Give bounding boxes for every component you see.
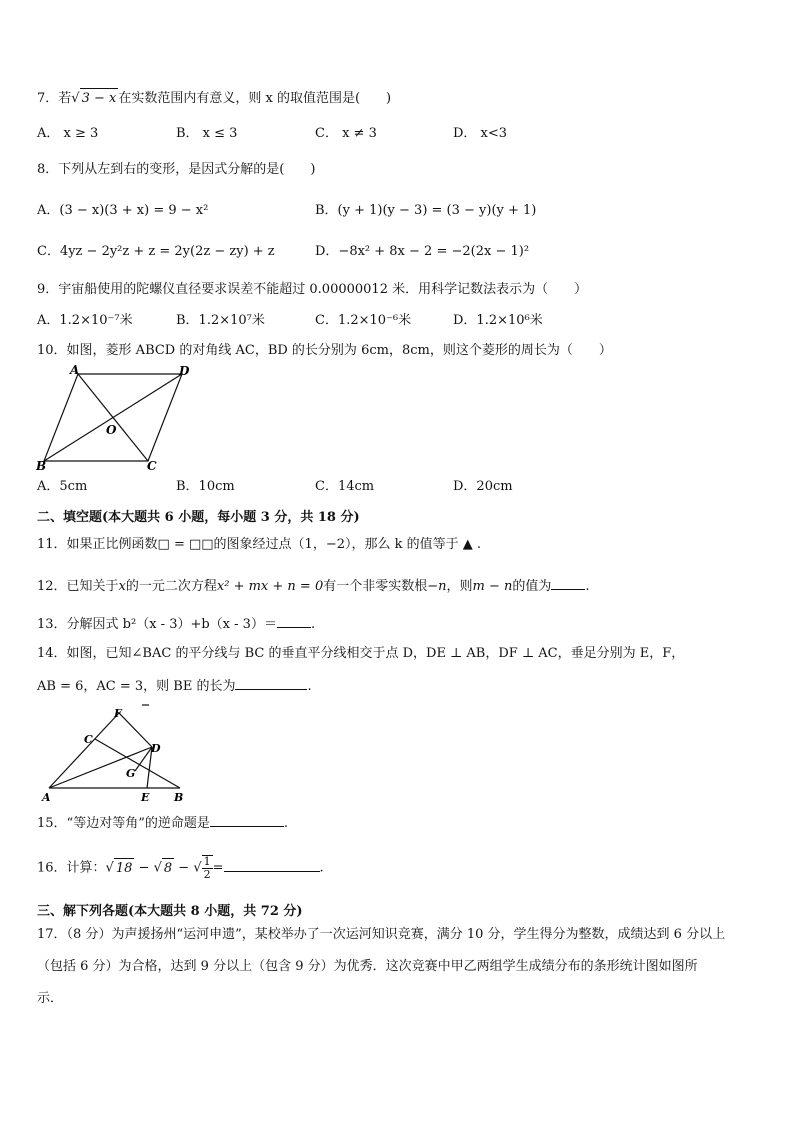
- q16-answer-blank[interactable]: [224, 857, 320, 872]
- sqrt-symbol: √: [153, 860, 162, 876]
- q16-fraction-denominator: 2: [203, 868, 211, 881]
- q14-answer-blank[interactable]: [235, 675, 307, 690]
- q9-option-a: A．1.2×10⁻⁷米: [37, 313, 133, 328]
- q12-pre: 12．已知关于: [37, 579, 119, 594]
- sqrt-symbol: √: [105, 860, 114, 876]
- q17-line2: （包括 6 分）为合格，达到 9 分以上（包含 9 分）为优秀．这次竞赛中甲乙两组学生成绩分布的条形统计图如图所: [37, 959, 698, 974]
- q12-stem: [37, 575, 590, 597]
- q15-end: .: [283, 816, 288, 831]
- q7-option-d: D． x<3: [453, 126, 508, 141]
- figure-label-c: C: [84, 733, 93, 746]
- q16-stem: 16．计算：√ 18 − √ 8 − √ $\frac{1}{2}$ = .: [37, 855, 324, 881]
- q12-post: 的值为: [512, 579, 552, 594]
- rhombus-label-o: O: [106, 423, 117, 437]
- q12-root: −n: [427, 579, 447, 594]
- q12-var-x: x: [118, 579, 126, 594]
- q10-stem: 10．如图，菱形 ABCD 的对角线 AC，BD 的长分别为 6cm，8cm，则这个菱形的周长为（ ）: [37, 343, 612, 358]
- figure-label-f: F: [114, 707, 122, 720]
- diagonal-bd: [44, 374, 182, 461]
- section-2-heading: 二、填空题(本大题共 6 小题，每小题 3 分，共 18 分): [37, 510, 360, 525]
- segment-cb: [95, 739, 180, 788]
- q17-line3: 示．: [37, 991, 64, 1006]
- q12-mid3: ，则: [446, 579, 473, 594]
- section-3-heading: 三、解下列各题(本大题共 8 小题，共 72 分): [37, 904, 303, 919]
- q10-option-d: D．20cm: [453, 479, 513, 494]
- q7-post: 在实数范围内有意义，则 x 的取值范围是( ): [118, 91, 392, 106]
- q7-number: 7．: [37, 91, 59, 106]
- rhombus-label-c: C: [147, 459, 157, 473]
- rhombus-label-b: B: [36, 459, 47, 473]
- figure-label-g: G: [126, 767, 136, 780]
- q16-radicand-2: 8: [162, 858, 174, 879]
- q15-text: 15．“等边对等角”的逆命题是: [37, 816, 210, 831]
- q7-pre: 若: [58, 91, 72, 106]
- q12-mid: 的一元二次方程: [125, 579, 217, 594]
- q16-equals: =: [212, 860, 224, 876]
- q7-option-a: A． x ≥ 3: [37, 126, 99, 141]
- q12-expr: m − n: [472, 579, 513, 594]
- q8-option-c: C．4yz − 2y²z + z = 2y(2z − zy) + z: [37, 244, 275, 259]
- q15-stem: [37, 812, 288, 834]
- q7-stem: [37, 88, 391, 109]
- figure-label-d: D: [151, 742, 161, 755]
- figure-label-a: A: [42, 791, 51, 803]
- q12-mid2: 有一个非零实数根: [323, 579, 428, 594]
- figure-label-b: B: [174, 791, 184, 803]
- segment-fd: [119, 713, 152, 747]
- q10-option-b: B．10cm: [176, 479, 235, 494]
- q14-line2-text: AB = 6，AC = 3，则 BE 的长为: [37, 679, 236, 694]
- q14-end: .: [307, 679, 312, 694]
- q7-sqrt: √ 3 − x: [71, 91, 118, 106]
- figure-label-e: E: [141, 791, 150, 803]
- q16-end: .: [319, 860, 324, 876]
- q16-pre: 16．计算：: [37, 860, 106, 876]
- q16-radicand-1: 18: [114, 858, 135, 879]
- bisector-ad: [49, 747, 152, 788]
- q12-end: .: [585, 579, 590, 594]
- q13-answer-blank[interactable]: [277, 613, 311, 628]
- q7-option-b: B． x ≤ 3: [176, 126, 238, 141]
- q16-fraction: [202, 855, 213, 881]
- q9-stem: 9．宇宙船使用的陀螺仪直径要求误差不能超过 0.00000012 米．用科学记数法表示为（ ）: [37, 282, 588, 297]
- q13-end: .: [310, 617, 316, 632]
- q9-option-b: B．1.2×10⁷米: [176, 313, 265, 328]
- rhombus-figure: [30, 362, 200, 477]
- q7-radicand: 3 − x: [80, 88, 119, 109]
- q11-stem: 11．如果正比例函数□ = □□的图象经过点（1，−2），那么 k 的值等于 ▲ .: [37, 537, 482, 552]
- q7-option-c: C． x ≠ 3: [315, 126, 377, 141]
- line-af: [49, 713, 119, 788]
- q17-line1: 17．（8 分）为声援扬州“运河申遗”，某校举办了一次运河知识竞赛，满分 10 分，学生得分为整数，成绩达到 6 分以上: [37, 927, 726, 942]
- q8-option-b: B．(y + 1)(y − 3) = (3 − y)(y + 1): [315, 203, 537, 218]
- q12-equation: x² + mx + n = 0: [216, 579, 324, 594]
- q14-line2: [37, 675, 312, 697]
- sqrt-symbol: √: [193, 860, 202, 876]
- q16-fraction-numerator: 1: [203, 855, 211, 868]
- angle-bisector-figure: [40, 703, 200, 803]
- q12-answer-blank[interactable]: [551, 575, 585, 590]
- q10-option-a: A．5cm: [37, 479, 88, 494]
- q15-answer-blank[interactable]: [210, 812, 284, 827]
- q8-option-d: D．−8x² + 8x − 2 = −2(2x − 1)²: [315, 244, 530, 259]
- q14-line1: 14．如图，已知∠BAC 的平分线与 BC 的垂直平分线相交于点 D，DE ⊥ AB，DF ⊥ AC，垂足分别为 E，F，: [37, 646, 685, 661]
- q9-option-c: C．1.2×10⁻⁶米: [315, 313, 412, 328]
- q13-stem: [37, 613, 315, 635]
- q8-option-a: A．(3 − x)(3 + x) = 9 − x²: [37, 203, 209, 218]
- q10-option-c: C．14cm: [315, 479, 375, 494]
- q9-option-d: D．1.2×10⁶米: [453, 313, 543, 328]
- rhombus-label-d: D: [179, 364, 190, 378]
- q13-text: 13．分解因式 b²（x - 3）+b（x - 3）＝: [37, 617, 277, 632]
- q8-stem: 8．下列从左到右的变形，是因式分解的是( ): [37, 162, 316, 177]
- rhombus-label-a: A: [70, 363, 80, 377]
